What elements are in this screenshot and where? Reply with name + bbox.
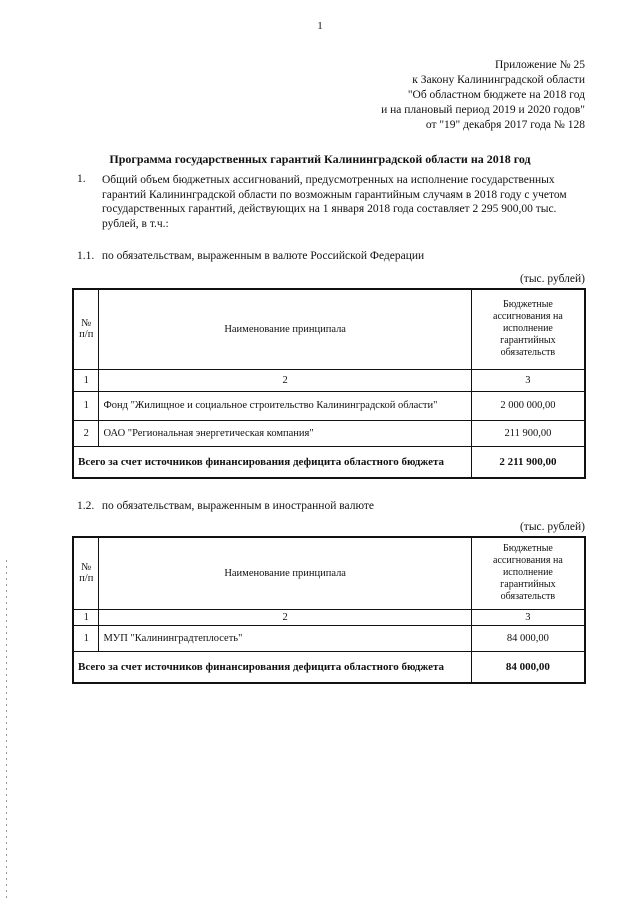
total-label: Всего за счет источников финансирования дефицита областного бюджета	[73, 446, 471, 478]
section-heading	[77, 250, 424, 262]
units-label: (тыс. рублей)	[519, 521, 585, 533]
total-row	[73, 651, 585, 683]
section-text: по обязательствам, выраженным в валюте Российской Федерации	[101, 250, 425, 262]
table-row	[73, 391, 585, 420]
column-number-row	[73, 609, 585, 625]
header-amount: Бюджетные ассигнования на исполнение гарантийных обязательств	[471, 537, 585, 609]
col-number: 2	[99, 369, 471, 391]
principal-name: ОАО "Региональная энергетическая компания"	[99, 420, 471, 446]
appendix-header	[381, 58, 585, 133]
amount-value: 211 900,00	[471, 420, 585, 446]
section-text: по обязательствам, выраженным в иностранной валюте	[101, 500, 375, 512]
header-amount: Бюджетные ассигнования на исполнение гарантийных обязательств	[471, 289, 585, 369]
appendix-line: "Об областном бюджете на 2018 год	[407, 89, 585, 101]
section-number: 1.1.	[77, 250, 95, 262]
principal-name: МУП "Калининградтеплосеть"	[99, 625, 471, 651]
section-heading	[77, 500, 374, 512]
total-label: Всего за счет источников финансирования дефицита областного бюджета	[73, 651, 471, 683]
appendix-line: и на плановый период 2019 и 2020 годов"	[381, 104, 585, 116]
total-value: 84 000,00	[471, 651, 585, 683]
paragraph-number: 1.	[77, 173, 86, 185]
paragraph-text: Общий объем бюджетных ассигнований, предусмотренных на исполнение государственных гарантий Калининградской области по возможным гарантийным случаям в 2018 году с учетом государственных гарантий, действующих на 1 января 2018 года составляет 2 295 900,00 тыс. рублей, в т.ч.:	[102, 174, 567, 230]
col-number: 3	[471, 609, 585, 625]
col-number: 2	[99, 609, 471, 625]
guarantees-table-foreign	[72, 536, 586, 684]
amount-value: 84 000,00	[471, 625, 585, 651]
col-number: 1	[73, 369, 99, 391]
col-number: 3	[471, 369, 585, 391]
row-number: 1	[73, 391, 99, 420]
section-number: 1.2.	[77, 500, 95, 512]
table-header-row	[73, 537, 585, 609]
table-row	[73, 625, 585, 651]
column-number-row	[73, 369, 585, 391]
total-value: 2 211 900,00	[471, 446, 585, 478]
table-header-row	[73, 289, 585, 369]
page-number: 1	[317, 20, 323, 32]
col-number: 1	[73, 609, 99, 625]
row-number: 2	[73, 420, 99, 446]
scan-margin-mark	[6, 560, 7, 900]
appendix-line: к Закону Калининградской области	[412, 74, 585, 86]
header-principal: Наименование принципала	[99, 537, 471, 609]
amount-value: 2 000 000,00	[471, 391, 585, 420]
table-row	[73, 420, 585, 446]
header-num: № п/п	[73, 537, 99, 609]
appendix-line: Приложение № 25	[495, 59, 585, 71]
total-row	[73, 446, 585, 478]
row-number: 1	[73, 625, 99, 651]
appendix-line: от "19" декабря 2017 года № 128	[425, 119, 585, 131]
principal-name: Фонд "Жилищное и социальное строительство Калининградской области"	[99, 391, 471, 420]
guarantees-table-rub	[72, 288, 586, 479]
header-principal: Наименование принципала	[99, 289, 471, 369]
document-title: Программа государственных гарантий Калининградской области на 2018 год	[109, 152, 531, 166]
header-num: № п/п	[73, 289, 99, 369]
units-label: (тыс. рублей)	[519, 273, 585, 285]
